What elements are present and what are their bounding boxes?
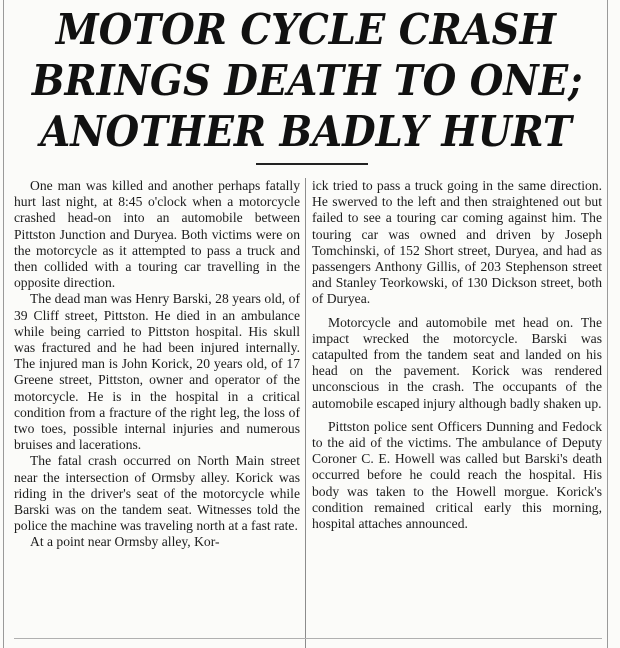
headline-line-1: MOTOR CYCLE CRASH: [55, 5, 557, 54]
paragraph-victims: The dead man was Henry Barski, 28 years old, of 39 Cliff street, Pittston. He died in an ambulance while being carried to Pittston hospital. His skull was fractured and he had been injured internally. The injured man is John Korick, 20 years old, of 17 Greene street, Pittston, owner and operator of the motorcycle. He is in the hospital in a critical condition from a fracture of the right leg, the loss of two toes, possible internal injuries and numerous bruises and lacerations.: [14, 291, 300, 453]
headline-divider-rule: [256, 163, 368, 165]
headline-line-2: BRINGS DEATH TO ONE;: [31, 56, 583, 105]
paragraph-police: Pittston police sent Officers Dunning and Fedock to the aid of the victims. The ambulance of Deputy Coroner C. E. Howell was called but Barski's death occurred before he could reach the hospital. His body was taken to the Howell morgue. Korick's condition remained critical early this morning, hospital attaches announced.: [312, 418, 602, 532]
bottom-rule: [14, 638, 602, 639]
article-column-left: [14, 178, 300, 551]
paragraph-lead: One man was killed and another perhaps fatally hurt last night, at 8:45 o'clock when a motorcycle crashed head-on into an automobile between Pittston Junction and Duryea. Both victims were on the motorcycle as it attempted to pass a truck and then collided with a touring car travelling in the opposite direction.: [14, 178, 300, 291]
headline-line-3: ANOTHER BADLY HURT: [40, 107, 572, 156]
paragraph-continuation: ick tried to pass a truck going in the same direction. He swerved to the left and then straightened out but failed to see a touring car coming against him. The touring car was owned and driven by Joseph Tomchinski, of 152 Short street, Duryea, and had as passengers Anthony Gillis, of 203 Stephenson street and Stanley Teorkowski, of 130 Dickson street, both of Duryea.: [312, 178, 602, 307]
article-column-right: [312, 178, 602, 532]
paragraph-impact: Motorcycle and automobile met head on. The impact wrecked the motorcycle. Barski was catapulted from the tandem seat and landed on his head on the pavement. Korick was rendered unconscious in the crash. The occupants of the automobile escaped injury although badly shaken up.: [312, 314, 602, 411]
right-edge-rule: [607, 0, 608, 648]
paragraph-crash-location: The fatal crash occurred on North Main street near the intersection of Ormsby alley. Korick was riding in the driver's seat of the motorcycle while Barski was on the tandem seat. Witnesses told the police the machine was traveling north at a fast rate.: [14, 453, 300, 534]
headline: [31, 4, 583, 157]
paragraph-ormsby-alley: At a point near Ormsby alley, Kor-: [30, 534, 220, 550]
left-edge-rule: [3, 0, 4, 648]
column-divider: [305, 178, 306, 648]
